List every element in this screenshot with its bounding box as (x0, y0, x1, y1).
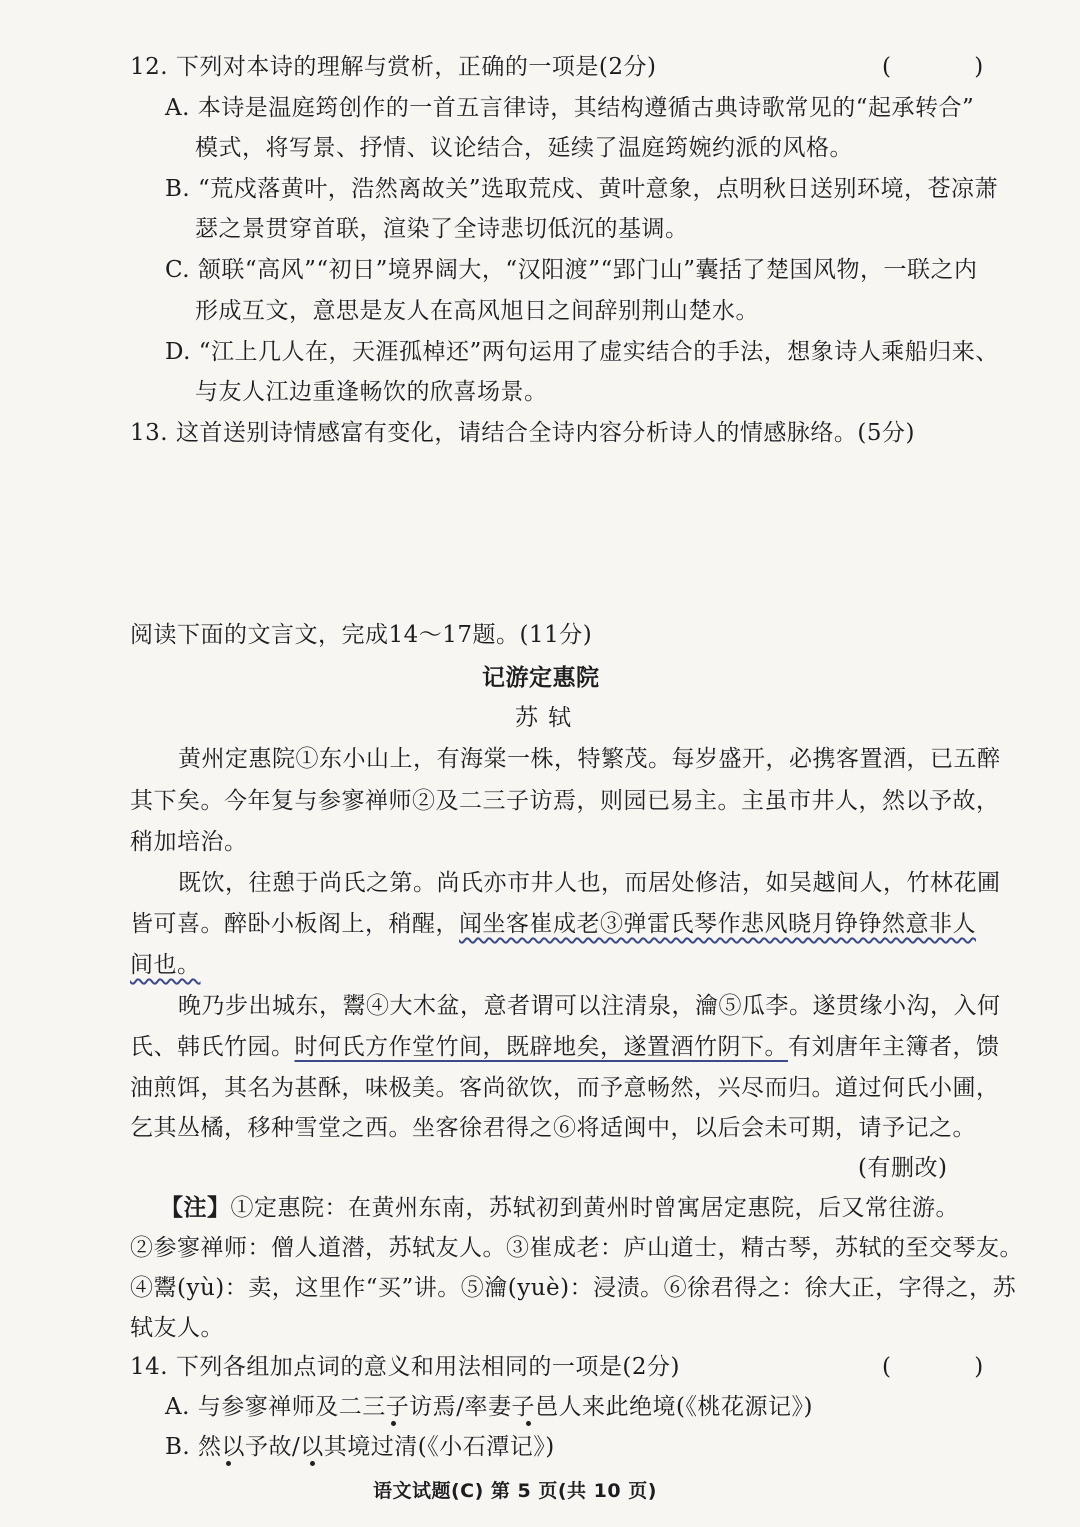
emphasis-dot (226, 1461, 231, 1466)
q14-answer-paren: ( ) (882, 1354, 1022, 1380)
q12-option-b-line2: 瑟之景贯穿首联，渲染了全诗悲切低沉的基调。 (195, 216, 689, 242)
q12-option-d-line2: 与友人江边重逢畅饮的欣喜场景。 (195, 379, 548, 405)
passage-p3-line4: 乞其丛橘，移种雪堂之西。坐客徐君得之⑥将适闽中，以后会未可期，请予记之。 (130, 1115, 976, 1141)
passage-p2-line2 (130, 909, 976, 939)
wavy-underlined-sentence: 闻坐客崔成老③弹雷氏琴作悲风晓月铮铮然意非人 (459, 911, 976, 937)
q12-option-b-line1: B. “荒戍落黄叶，浩然离故关”选取荒戍、黄叶意象，点明秋日送别环境，苍凉萧 (165, 176, 999, 202)
q14-option-a: A. 与参寥禅师及二三子访焉/率妻子邑人来此绝境(《桃花源记》) (165, 1394, 813, 1420)
passage-p2-line1: 既饮，往憩于尚氏之第。尚氏亦市井人也，而居处修洁，如吴越间人，竹林花圃 (178, 870, 1001, 896)
q12-stem: 12. 下列对本诗的理解与赏析，正确的一项是(2分) (130, 54, 657, 80)
passage-p3-line2-start: 氏、韩氏竹园。 (130, 1034, 295, 1060)
emphasis-dot (310, 1461, 315, 1466)
passage-author: 苏轼 (515, 705, 581, 731)
q12-option-a-line1: A. 本诗是温庭筠创作的一首五言律诗，其结构遵循古典诗歌常见的“起承转合” (165, 95, 975, 121)
q14-stem: 14. 下列各组加点词的意义和用法相同的一项是(2分) (130, 1354, 680, 1380)
notes-tag: 【注】 (160, 1195, 231, 1221)
passage-p3-line2 (130, 1032, 1000, 1062)
passage-p2-line3 (130, 950, 201, 980)
passage-p3-line3: 油煎饵，其名为甚酥，味极美。客尚欲饮，而予意畅然，兴尽而归。道过何氏小圃， (130, 1075, 1000, 1101)
notes-line4: 轼友人。 (130, 1315, 224, 1341)
passage-source-note: (有删改) (858, 1155, 948, 1181)
notes-line1-text: ①定惠院：在黄州东南，苏轼初到黄州时曾寓居定惠院，后又常往游。 (230, 1195, 959, 1221)
notes-line2: ②参寥禅师：僧人道潜，苏轼友人。③崔成老：庐山道士，精古琴，苏轼的至交琴友。 (130, 1235, 1023, 1261)
q12-option-c-line1: C. 颔联“高风”“初日”境界阔大，“汉阳渡”“郢门山”囊括了楚国风物，一联之内 (165, 257, 978, 283)
q12-answer-paren: ( ) (882, 54, 1022, 80)
passage-p1-line1: 黄州定惠院①东小山上，有海棠一株，特繁茂。每岁盛开，必携客置酒，已五醉 (178, 746, 1001, 772)
passage-p3-line1: 晚乃步出城东，鬻④大木盆，意者谓可以注清泉，瀹⑤瓜李。遂贯缘小沟，入何 (178, 993, 1001, 1019)
emphasis-dot (526, 1421, 531, 1426)
passage-title: 记游定惠院 (482, 665, 600, 691)
passage-p3-line2-end: 有刘唐年主簿者，馈 (788, 1034, 1000, 1060)
notes-line3: ④鬻(yù)：卖，这里作“买”讲。⑤瀹(yuè)：浸渍。⑥徐君得之：徐大正，字得之，苏 (130, 1275, 1017, 1301)
passage-p2-line2-text: 皆可喜。醉卧小板阁上，稍醒， (130, 911, 459, 937)
reading-intro: 阅读下面的文言文，完成14～17题。(11分) (130, 622, 593, 648)
emphasis-dot (391, 1421, 396, 1426)
passage-p1-line2: 其下矣。今年复与参寥禅师②及二三子访焉，则园已易主。主虽市井人，然以予故， (130, 788, 1000, 814)
page-footer: 语文试题(C) 第 5 页(共 10 页) (373, 1480, 657, 1502)
wavy-underlined-sentence-end: 间也。 (130, 952, 201, 978)
q14-option-b: B. 然以予故/以其境过清(《小石潭记》) (165, 1434, 555, 1460)
q12-option-c-line2: 形成互文，意思是友人在高风旭日之间辞别荆山楚水。 (195, 298, 759, 324)
notes-line1 (160, 1193, 959, 1223)
underlined-sentence: 时何氏方作堂竹间，既辟地矣，遂置酒竹阴下。 (294, 1034, 788, 1060)
q13-stem: 13. 这首送别诗情感富有变化，请结合全诗内容分析诗人的情感脉络。(5分) (130, 420, 915, 446)
passage-p1-line3: 稍加培治。 (130, 829, 248, 855)
q12-option-d-line1: D. “江上几人在，天涯孤棹还”两句运用了虚实结合的手法，想象诗人乘船归来、 (165, 339, 999, 365)
q12-option-a-line2: 模式，将写景、抒情、议论结合，延续了温庭筠婉约派的风格。 (195, 135, 853, 161)
